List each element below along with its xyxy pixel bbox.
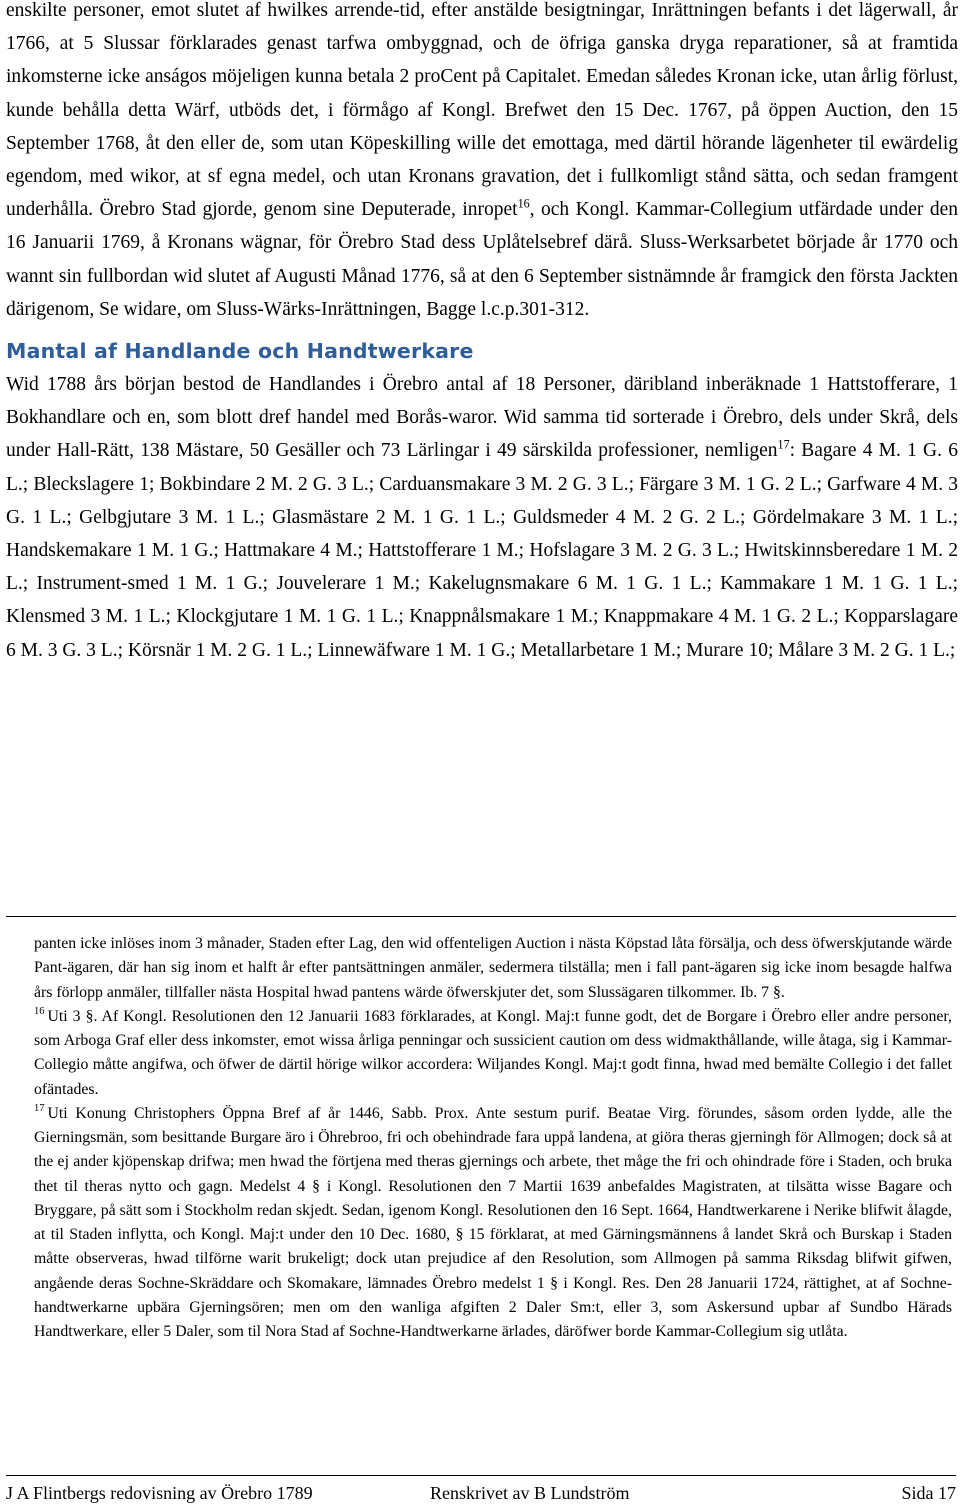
paragraph-text: : Bagare 4 M. 1 G. 6 L.; Bleckslagere 1; Bokbindare 2 M. 2 G. 3 L.; Carduansmakare 3 M. 2 G. 3 L.; Färgare 3 M. 1 G. 2 L.; Garfware 4 M. 3 G. 1 L.; Gelbgjutare 3 M. 1 L.; Glasmästare 2 M. 1 G. 1 L.; Guldsmeder 4 M. 2 G. 2 L.; Gördelmakare 3 M. 1 L.; Handskemakare 1 M. 1 G.; Hattmakare 4 M.; Hattstofferare 1 M.; Hofslagare 3 M. 2 G. 3 L.; Hwitskinnsberedare 1 M. 2 L.; Instrument-smed 1 M. 1 G.; Jouvelerare 1 M.; Kakelugnsmakare 6 M. 1 G. 1 L.; Kammakare 1 M. 1 G. 1 L.; Klensmed 3 M. 1 L.; Klockgjutare 1 M. 1 G. 1 L.; Knappnålsmakare 1 M.; Knappmakare 4 M. 1 G. 2 L.; Kopparslagare 6 M. 3 G. 3 L.; Körsnär 1 M. 2 G. 1 L.; Linnewäfware 1 M. 1 G.; Metallarbetare 1 M.; Murare 10; Målare 3 M. 2 G. 1 L.; — [6, 440, 958, 661]
page-number: Sida 17 — [901, 1483, 956, 1503]
footnote-17 — [34, 1102, 952, 1345]
page-footer — [6, 1481, 956, 1509]
paragraph-sluss — [6, 0, 958, 326]
footer-transcriber: Renskrivet av B Lundström — [430, 1483, 630, 1503]
footnote-separator — [6, 916, 956, 917]
paragraph-handlande — [6, 368, 958, 667]
footnote-number: 16 — [34, 1006, 45, 1018]
main-text — [6, 0, 958, 667]
footnote-text: Uti Konung Christophers Öppna Bref af år 1446, Sabb. Prox. Ante sestum purif. Beatae Virg. förundes, såsom orden lydde, alle the Gierningsmän, som besittande Burgare äro i Öhrebroo, fri och obehindrade fara uppå landena, at giöra theras gjerningh för Allmogen; dock så at the ej ander kjöpenskap drifwa; men hwad the förtjena med theras gjernings och arbete, thet måge the fri och ohindrade före i Staden, och bruka thet til theras nytto och gagn. Medelst 4 § i Kongl. Resolutionen den 7 Martii 1639 anbefaldes Magistraten, at tilsätta wisse Bagare och Bryggare, på sätt som i Stockholm redan skjedt. Sedan, igenom Kongl. Resolutionen den 16 Sept. 1664, Handtwerkarene i Nerike blifwit ålagde, at til Staden inflytta, och Kongl. Maj:t under den 10 Dec. 1680, § 15 förklarat, at med Gärningsmännens å landet Skrå och Burskap i Staden måtte observeras, hwad tilförne warit brukeligt; dock utan prejudice af den Resolution, som Allmogen på samma Riksdag blifwit gifwen, angående deras Sochne-Skräddare och Skomakare, lämnades Örebro medelst 1 § i Kongl. Res. Den 28 Januarii 1724, rättighet, at af Sochne-handtwerkarne upbära Gjerningsören; men om den wanliga afgiften 2 Daler Sm:t, eller 3, som Askersund upbar af Sundbo Härads Handtwerkare, eller 5 Daler, som til Nora Stad af Sochne-Handtwerkarne ärlades, däröfwer borde Kammar-Collegium sig utlåta. — [34, 1104, 952, 1340]
footnote-ref-17[interactable]: 17 — [777, 437, 790, 452]
paragraph-text: Wid 1788 års början bestod de Handlandes i Örebro antal af 18 Personer, däribland inberäknade 1 Hattstofferare, 1 Bokhandlare och en, som blott dref handel med Borås-waror. Wid samma tid sorterade i Örebro, dels under Skrå, dels under Hall-Rätt, 138 Mästare, 50 Gesäller och 73 Lärlingar i 49 särskilda professioner, nemligen — [6, 374, 958, 462]
footnote-number: 17 — [34, 1103, 45, 1115]
footnote-ref-16[interactable]: 16 — [517, 196, 530, 211]
footnote-continuation: panten icke inlöses inom 3 månader, Staden efter Lag, den wid offenteligen Auction i nästa Köpstad låta försälja, och dess öfwerskjutande wärde Pant-ägaren, där han sig inom et halft år efter pantsättningen anmäler, sedermera tilställa; men i fall pant-ägaren sig icke inom besagde halfwa års förlopp anmäler, tillfaller nästa Hospital hwad pantens wärde öfwerskjuter det, som Slussägaren tilkommer. Ib. 7 §. — [34, 935, 952, 1001]
footer-separator — [6, 1475, 956, 1476]
footnote-text: Uti 3 §. Af Kongl. Resolutionen den 12 Januarii 1683 förklarades, at Kongl. Maj:t funne godt, det de Borgare i Örebro eller andre personer, som Arboga Graf eller dess inkomster, emot wissa årliga penningar och sussicient caution om dess widmakthållande, wille åtaga, sig i Kammar-Collegio måtte angifwa, och öfwer de därtil hörige wilkor accordera: Wiljandes Kongl. Maj:t godt finna, hwad med bemälte Collegio i det fallet ofäntades. — [34, 1007, 952, 1098]
footer-source: J A Flintbergs redovisning av Örebro 1789 — [6, 1483, 313, 1503]
footnotes — [34, 932, 952, 1344]
section-heading: Mantal af Handlande och Handtwerkare — [6, 339, 474, 364]
paragraph-text: , och Kongl. Kammar-Collegium utfärdade under den 16 Januarii 1769, å Kronans wägnar, för Örebro Stad dess Uplåtelsebref därå. Sluss-Werksarbetet började år 1770 och wannt sin fullbordan wid slutet af Augusti Månad 1776, så at den 6 September sistnämnde år framgick den första Jackten därigenom, Se widare, om Sluss-Wärks-Inrättningen, Bagge l.c.p.301-312. — [6, 199, 958, 320]
footnote-16 — [34, 1005, 952, 1102]
paragraph-text: enskilte personer, emot slutet af hwilkes arrende-tid, efter anstälde besigtningar, Inrättningen befants i det lägerwall, år 1766, at 5 Slussar förklarades genast tarfwa ombyggnad, och de öfriga ganska dryga reparationer, så at framtida inkomsterne icke anságos möjeligen kunna betala 2 proCent på Capitalet. Emedan således Kronan icke, utan årlig förlust, kunde behålla detta Wärf, utböds det, i förmågo af Kongl. Brefwet den 15 Dec. 1767, på öppen Auction, den 15 September 1768, åt den eller de, som utan Köpeskilling wille det emottaga, med därtil hörande lägenheter til ewärdelig egendom, med wikor, at sf egna medel, och utan Kronans gravation, det i fullkomligt stånd sätta, och sedan framgent underhålla. Örebro Stad gjorde, genom sine Deputerade, inropet — [6, 0, 958, 221]
